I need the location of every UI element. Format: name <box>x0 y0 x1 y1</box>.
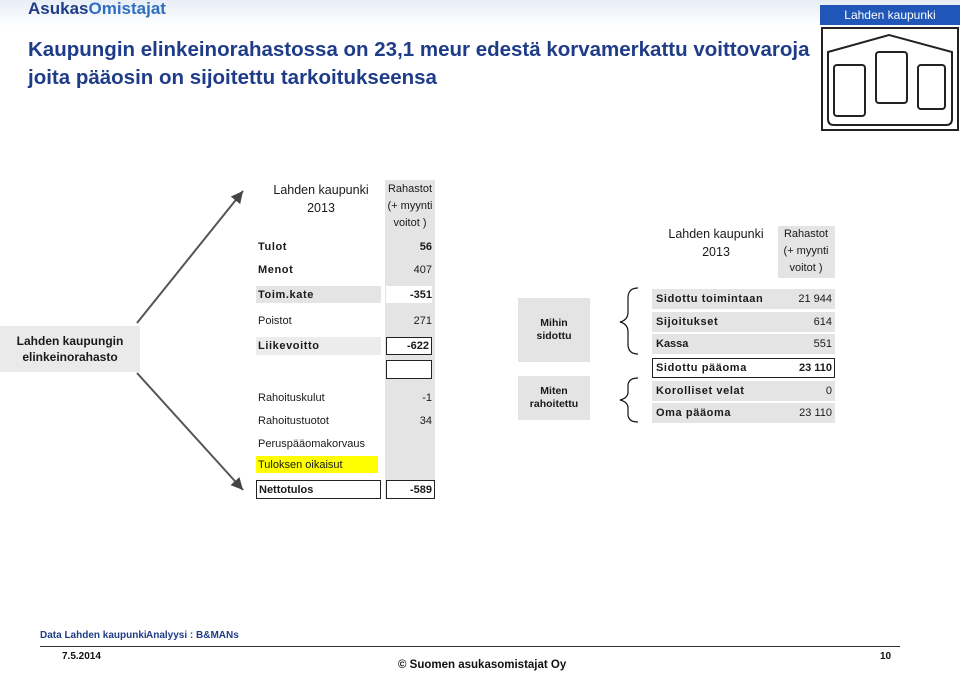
blank-cell <box>386 360 432 379</box>
brand-label: Lahden kaupunki <box>820 5 960 25</box>
row-value-poistot: 271 <box>413 315 432 327</box>
row-label-sidottu-paaoma: Sidottu pääoma <box>656 362 747 374</box>
row-label-kassa: Kassa <box>656 338 689 350</box>
row-label-korolliset-velat: Korolliset velat <box>656 385 745 397</box>
row-label-tulot: Tulot <box>258 241 288 253</box>
arrows-icon <box>125 175 265 505</box>
row-label-toimkate: Toim.kate <box>256 286 381 303</box>
row-label-peruspaaomakorvaus: Peruspääomakorvaus <box>256 435 382 452</box>
city-emblem-icon <box>821 27 959 131</box>
income-header-fund: Rahastot (+ myynti voitot ) <box>387 183 433 229</box>
footer-page-number: 10 <box>880 651 892 662</box>
page-title: Kaupungin elinkeinorahastossa on 23,1 meur edestä korvamerkattu voittovaroja joita pääosin on sijoitettu tarkoitukseensa <box>28 38 810 89</box>
footer-analysis: Analyysi : B&MANs <box>146 630 239 641</box>
how-financed-label: Miten rahoitettu <box>518 376 590 420</box>
row-value-rahoitustuotot: 34 <box>419 415 432 427</box>
footer-divider <box>40 646 900 647</box>
row-value-sidottu-toimintaan: 21 944 <box>798 293 832 305</box>
logo: AsukasOmistajat <box>28 0 166 18</box>
row-value-menot: 407 <box>413 264 432 276</box>
row-value-tulot: 56 <box>419 241 432 253</box>
balance-header-fund: Rahastot (+ myynti voitot ) <box>783 228 829 274</box>
row-value-kassa: 551 <box>813 338 832 350</box>
row-label-poistot: Poistot <box>258 315 292 327</box>
row-value-sidottu-paaoma: 23 110 <box>798 362 832 374</box>
row-label-menot: Menot <box>258 264 294 276</box>
row-value-rahoituskulut: -1 <box>422 392 432 404</box>
row-label-nettotulos: Nettotulos <box>256 480 381 499</box>
brace-icon <box>608 282 648 432</box>
row-value-liikevoitto: -622 <box>386 337 432 355</box>
row-value-korolliset-velat: 0 <box>825 385 832 397</box>
row-label-tuloksen-oikaisut: Tuloksen oikaisut <box>256 456 378 473</box>
where-tied-label: Mihin sidottu <box>518 298 590 362</box>
row-label-liikevoitto: Liikevoitto <box>256 337 381 355</box>
row-value-oma-paaoma: 23 110 <box>799 407 832 419</box>
fund-label: Lahden kaupungin elinkeinorahasto <box>0 326 140 372</box>
balance-header-city: Lahden kaupunki 2013 <box>668 227 764 259</box>
footer-date: 7.5.2014 <box>62 651 101 662</box>
footer-data-source: Data Lahden kaupunki <box>40 630 147 641</box>
row-label-oma-paaoma: Oma pääoma <box>656 407 732 419</box>
row-label-sidottu-toimintaan: Sidottu toimintaan <box>656 293 764 305</box>
row-value-nettotulos: -589 <box>386 480 435 499</box>
footer-copyright: © Suomen asukasomistajat Oy <box>398 659 567 671</box>
row-value-sijoitukset: 614 <box>813 316 832 328</box>
row-label-rahoituskulut: Rahoituskulut <box>258 392 325 404</box>
row-label-rahoitustuotot: Rahoitustuotot <box>258 415 329 427</box>
row-label-sijoitukset: Sijoitukset <box>656 316 719 328</box>
income-header-city: Lahden kaupunki 2013 <box>273 183 369 215</box>
row-value-toimkate: -351 <box>386 286 432 303</box>
